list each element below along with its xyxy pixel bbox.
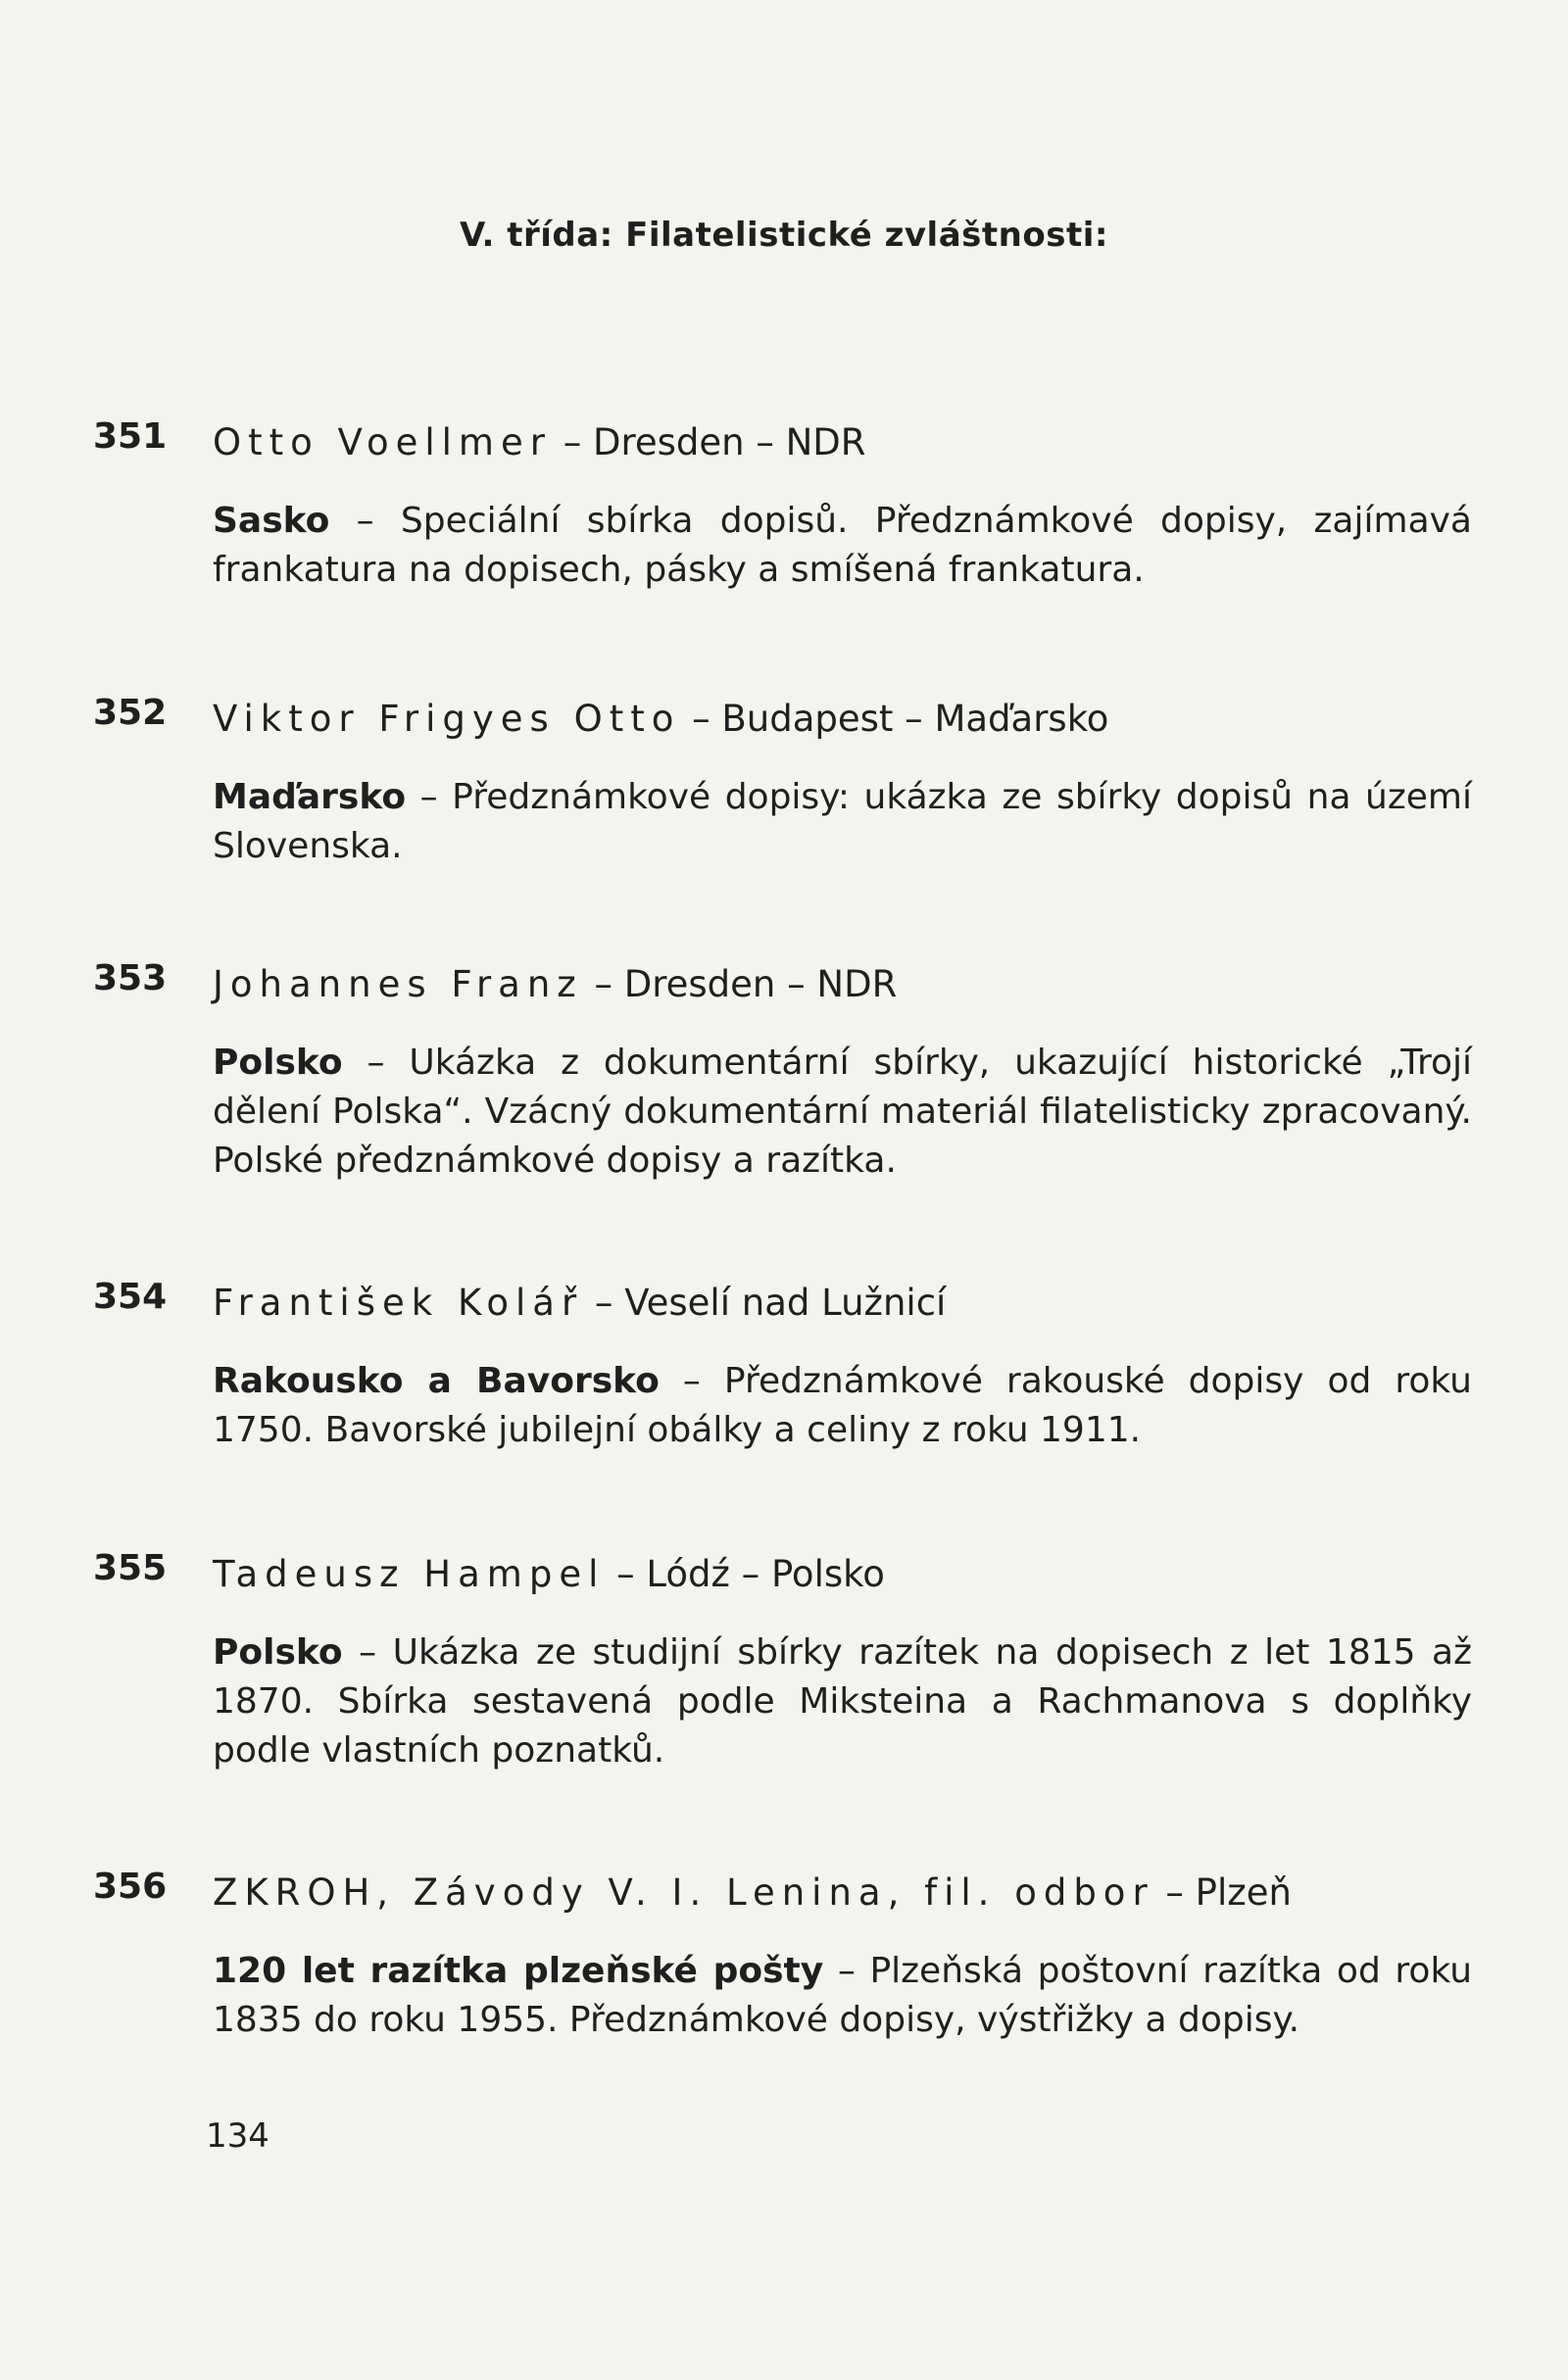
entry-text: – Ukázka ze studijní sbírky razítek na dopisech z let 1815 až 1870. Sbírka sestavená podle Miksteina a Rachmanova s doplňky podle vlastních poznatků. — [213, 1632, 1472, 1771]
entry-number: 352 — [93, 693, 168, 733]
catalog-entry — [93, 1548, 1475, 1775]
exhibitor-line — [213, 693, 1475, 746]
catalog-entry — [93, 416, 1475, 595]
catalog-entry — [93, 1277, 1475, 1455]
entry-text: – Ukázka z dokumentární sbírky, ukazující historické „Trojí dělení Polska“. Vzácný dokumentární materiál filatelisticky zpracovaný. Polské předznámkové dopisy a razítka. — [213, 1043, 1472, 1181]
entry-subject: Rakousko a Bavorsko — [213, 1361, 660, 1401]
catalog-entry — [93, 958, 1475, 1186]
entry-text: – Předznámkové dopisy: ukázka ze sbírky dopisů na území Slovenska. — [213, 777, 1472, 866]
entry-number: 351 — [93, 416, 168, 457]
entry-text: – Předznámkové rakouské dopisy od roku 1750. Bavorské jubilejní obálky a celiny z roku 1911. — [213, 1361, 1472, 1450]
section-heading: V. třída: Filatelistické zvláštnosti: — [460, 216, 1108, 255]
entry-subject: Maďarsko — [213, 777, 407, 817]
entry-number: 354 — [93, 1277, 168, 1317]
exhibitor-name: Otto Voellmer — [213, 421, 552, 463]
exhibitor-line — [213, 1867, 1475, 1919]
entry-number: 355 — [93, 1548, 168, 1588]
entry-text: – Plzeňská poštovní razítka od roku 1835 do roku 1955. Předznámkové dopisy, výstřižky a dopisy. — [213, 1951, 1473, 2040]
exhibitor-name: Johannes Franz — [213, 963, 583, 1005]
entry-subject: Polsko — [213, 1043, 343, 1083]
exhibitor-line — [213, 416, 1475, 469]
entry-description — [213, 497, 1472, 595]
entry-description — [213, 1357, 1472, 1455]
exhibitor-line — [213, 1548, 1475, 1601]
entry-number: 356 — [93, 1867, 168, 1907]
catalog-entry — [93, 693, 1475, 871]
exhibitor-place: – Budapest – Maďarsko — [680, 698, 1109, 740]
exhibitor-name: Viktor Frigyes Otto — [213, 698, 681, 740]
entry-subject: 120 let razítka plzeňské pošty — [213, 1951, 824, 1991]
exhibitor-line — [213, 958, 1475, 1011]
entry-description — [213, 1947, 1472, 2045]
entry-description — [213, 1628, 1472, 1775]
exhibitor-line — [213, 1277, 1475, 1330]
exhibitor-place: – Lódź – Polsko — [605, 1553, 885, 1595]
entry-text: – Speciální sbírka dopisů. Předznámkové dopisy, zajímavá frankatura na dopisech, pásky a smíšená frankatura. — [213, 501, 1472, 590]
page-number: 134 — [206, 2116, 270, 2156]
exhibitor-place: – Dresden – NDR — [551, 421, 866, 463]
entry-description — [213, 773, 1472, 871]
entry-description — [213, 1039, 1472, 1186]
exhibitor-name: František Kolář — [213, 1282, 584, 1324]
exhibitor-name: Tadeusz Hampel — [213, 1553, 606, 1595]
catalog-entry — [93, 1867, 1475, 2045]
entry-subject: Sasko — [213, 501, 330, 541]
exhibitor-place: – Plzeň — [1153, 1871, 1292, 1914]
exhibitor-place: – Dresden – NDR — [582, 963, 898, 1005]
entry-number: 353 — [93, 958, 168, 998]
exhibitor-name: ZKROH, Závody V. I. Lenina, fil. odbor — [213, 1871, 1154, 1914]
exhibitor-place: – Veselí nad Lužnicí — [583, 1282, 947, 1324]
entry-subject: Polsko — [213, 1632, 343, 1673]
